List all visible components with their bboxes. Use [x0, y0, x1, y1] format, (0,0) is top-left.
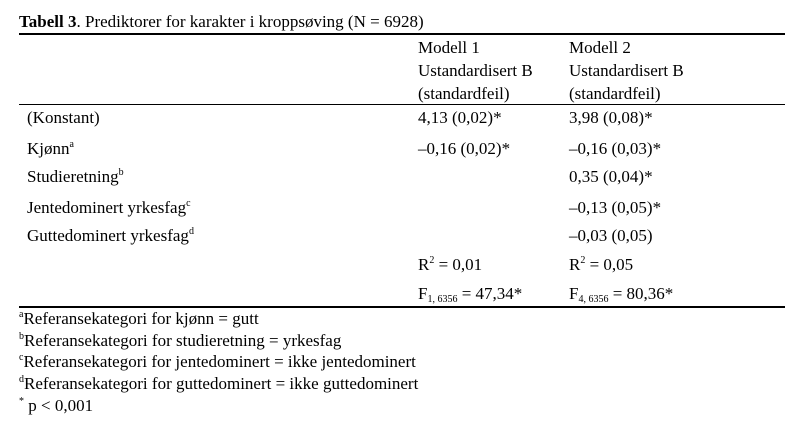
header-rule [19, 104, 785, 105]
row-label: (Konstant) [27, 108, 100, 127]
row-value-model-2: –0,13 (0,05)* [569, 198, 662, 217]
row-label: Guttedominert yrkesfag$^d$ [27, 226, 194, 245]
footnote-marker: c [186, 198, 191, 209]
header-model-1-line3: (standardfeil) [418, 84, 510, 103]
header-model-2-line3: (standardfeil) [569, 84, 661, 103]
footnote-marker: d [188, 226, 194, 237]
top-rule [19, 33, 785, 35]
row-value-model-1: 4,13 (0,02)* [418, 108, 502, 127]
footnote: $^c$Referansekategori for jentedominert = ikke jentedominert [19, 352, 416, 371]
row-label: Studieretning$^b$ [27, 167, 124, 186]
f-statistic-model-1: $F_{1, 6356} = 47,34*$ [418, 284, 523, 305]
row-value-model-2: 3,98 (0,08)* [569, 108, 653, 127]
row-label: Jentedominert yrkesfag$^c$ [27, 198, 191, 217]
row-value-model-2: –0,03 (0,05) [569, 226, 653, 245]
row-value-model-1: –0,16 (0,02)* [418, 139, 511, 158]
r-squared-model-1: $R^2 = 0,01$ [418, 255, 483, 274]
header-model-1-line2: Ustandardisert B [418, 61, 533, 80]
f-statistic-model-2: $F_{4, 6356} = 80,36*$ [569, 284, 674, 305]
footnote-marker: b [118, 167, 124, 178]
r-squared-model-2: $R^2 = 0,05$ [569, 255, 634, 274]
footnote: $^a$Referansekategori for kjønn = gutt [19, 309, 259, 328]
row-value-model-2: –0,16 (0,03)* [569, 139, 662, 158]
footnote: $^d$Referansekategori for guttedominert = ikke guttedominert [19, 374, 419, 393]
row-value-model-2: 0,35 (0,04)* [569, 167, 653, 186]
footnote: * p < 0,001 [19, 396, 94, 415]
header-model-1-line1: Modell 1 [418, 38, 480, 57]
table-label: Tabell 3 [19, 12, 77, 31]
footnote: $^b$Referansekategori for studieretning = yrkesfag [19, 331, 342, 350]
header-model-2-line1: Modell 2 [569, 38, 631, 57]
footnote-marker: a [69, 139, 74, 150]
bottom-rule [19, 306, 785, 308]
table-caption: . Prediktorer for karakter i kroppsøving (N = 6928) [76, 12, 424, 31]
row-label: Kjønn$^a$ [27, 139, 74, 158]
header-model-2-line2: Ustandardisert B [569, 61, 684, 80]
table-title [19, 12, 424, 32]
